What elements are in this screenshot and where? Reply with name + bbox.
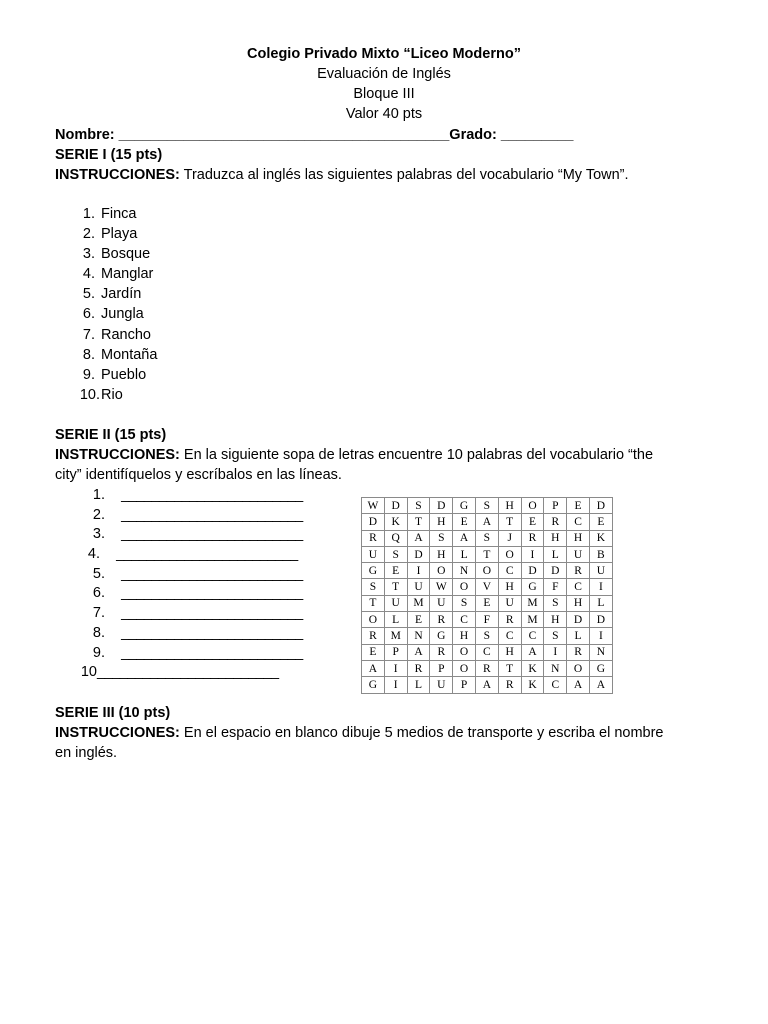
list-item: 4. Manglar [82,266,154,283]
grid-cell[interactable]: S [362,579,385,595]
grid-cell[interactable]: C [544,677,567,693]
grid-cell[interactable]: U [589,563,612,579]
grid-cell[interactable]: T [498,660,521,676]
list-item: 7. Rancho [82,326,151,343]
drawing-area[interactable] [55,770,713,1000]
list-item: 10. Rio [79,386,123,403]
grid-cell[interactable]: B [589,546,612,562]
grid-cell[interactable]: O [521,498,544,514]
answer-row[interactable]: 8. ________________________ [92,624,303,641]
grid-cell[interactable]: T [362,595,385,611]
serie1-instructions-text: Traduzca al inglés las siguientes palabras del vocabulario “My Town”. [179,167,629,183]
grid-cell[interactable]: M [407,595,430,611]
grid-row [362,660,613,676]
grid-cell[interactable]: E [362,644,385,660]
grid-cell[interactable]: H [498,498,521,514]
grid-cell[interactable]: D [430,498,453,514]
serie2-instructions-label: INSTRUCCIONES: [55,447,180,463]
grid-cell[interactable]: U [384,595,407,611]
grid-cell[interactable]: U [362,546,385,562]
grid-row [362,677,613,693]
grid-cell[interactable]: L [384,612,407,628]
grid-cell[interactable]: C [498,628,521,644]
grid-cell[interactable]: R [498,612,521,628]
grade-label: Grado: [449,127,497,143]
block-title: Bloque III [353,86,415,102]
grid-cell[interactable]: H [453,628,476,644]
grid-cell[interactable]: N [589,644,612,660]
grid-cell[interactable]: L [407,677,430,693]
grid-cell[interactable]: C [453,612,476,628]
grid-cell[interactable]: C [567,579,590,595]
grid-cell[interactable]: P [384,644,407,660]
grid-cell[interactable]: G [362,563,385,579]
grid-cell[interactable]: D [567,612,590,628]
grid-cell[interactable]: S [430,530,453,546]
grid-cell[interactable]: O [567,660,590,676]
serie2-title: SERIE II (15 pts) [55,427,167,443]
grid-row [362,546,613,562]
grid-cell[interactable]: R [407,660,430,676]
grid-cell[interactable]: D [362,514,385,530]
grid-cell[interactable]: I [384,677,407,693]
grid-cell[interactable]: O [475,563,498,579]
answer-row[interactable]: 6. ________________________ [92,585,303,602]
grid-cell[interactable]: T [407,514,430,530]
grid-cell[interactable]: R [430,612,453,628]
grid-cell[interactable]: R [475,660,498,676]
serie3-instructions-2: en inglés. [55,745,118,761]
grid-row [362,644,613,660]
grid-cell[interactable]: U [498,595,521,611]
grid-cell[interactable]: H [567,530,590,546]
grid-cell[interactable]: G [521,579,544,595]
serie3-title: SERIE III (10 pts) [55,705,171,721]
grid-cell[interactable]: E [589,514,612,530]
grid-cell[interactable]: R [498,677,521,693]
grid-cell[interactable]: A [453,530,476,546]
grid-cell[interactable]: P [453,677,476,693]
exam-value: Valor 40 pts [345,106,423,122]
grid-cell[interactable]: E [521,514,544,530]
grid-cell[interactable]: I [384,660,407,676]
grid-cell[interactable]: Q [384,530,407,546]
serie1-title: SERIE I (15 pts) [55,147,163,163]
grid-cell[interactable]: L [544,546,567,562]
grid-row [362,628,613,644]
grid-cell[interactable]: N [407,628,430,644]
grid-cell[interactable]: P [544,498,567,514]
grade-blank[interactable]: _________ [500,127,574,143]
grid-cell[interactable]: A [407,644,430,660]
grid-cell[interactable]: M [384,628,407,644]
vocabulary-list [55,204,157,405]
answer-row[interactable]: 3. ________________________ [92,526,303,543]
grid-cell[interactable]: U [567,546,590,562]
serie2-instructions-2: city” identifíquelos y escríbalos en las líneas. [55,467,342,483]
grid-cell[interactable]: S [544,595,567,611]
grid-cell[interactable]: U [430,677,453,693]
grid-cell[interactable]: K [521,677,544,693]
grid-cell[interactable]: R [430,644,453,660]
grid-cell[interactable]: H [544,530,567,546]
answer-row[interactable]: 5. ________________________ [92,565,303,582]
grid-cell[interactable]: H [544,612,567,628]
grid-cell[interactable]: O [453,660,476,676]
grid-cell[interactable]: T [498,514,521,530]
grid-cell[interactable]: T [475,546,498,562]
answer-row[interactable]: 10 ________________________ [80,664,279,681]
grid-cell[interactable]: W [362,498,385,514]
grid-cell[interactable]: H [498,579,521,595]
grid-cell[interactable]: S [475,530,498,546]
serie3-instructions-label: INSTRUCCIONES: [55,725,180,741]
grid-cell[interactable]: G [589,660,612,676]
grid-cell[interactable]: O [498,546,521,562]
serie3-instructions-1: INSTRUCCIONES: En el espacio en blanco dibuje 5 medios de transporte y escriba el nombre [55,725,664,741]
grid-cell[interactable]: U [430,595,453,611]
answer-lines [55,486,303,683]
grid-cell[interactable]: R [567,644,590,660]
grid-cell[interactable]: S [453,595,476,611]
grid-cell[interactable]: D [589,498,612,514]
grid-cell[interactable]: A [521,644,544,660]
list-item: 8. Montaña [82,346,158,363]
grid-cell[interactable]: C [475,644,498,660]
grid-cell[interactable]: O [430,563,453,579]
grid-row [362,530,613,546]
answer-row[interactable]: 1. ________________________ [92,487,303,503]
grid-cell[interactable]: U [407,579,430,595]
grid-cell[interactable]: A [475,514,498,530]
grid-cell[interactable]: N [544,660,567,676]
grid-cell[interactable]: L [589,595,612,611]
word-search-grid [361,497,613,694]
grid-cell[interactable]: D [407,546,430,562]
grid-cell[interactable]: S [544,628,567,644]
grid-cell[interactable]: O [453,644,476,660]
grid-cell[interactable]: R [567,563,590,579]
list-item: 2. Playa [82,226,138,243]
grid-cell[interactable]: D [384,498,407,514]
grid-cell[interactable]: A [362,660,385,676]
grid-cell[interactable]: F [544,579,567,595]
grid-cell[interactable]: A [407,530,430,546]
grid-row [362,595,613,611]
grid-cell[interactable]: S [384,546,407,562]
grid-cell[interactable]: L [567,628,590,644]
grid-cell[interactable]: S [475,498,498,514]
grid-cell[interactable]: M [521,612,544,628]
grid-cell[interactable]: C [567,514,590,530]
grid-cell[interactable]: S [407,498,430,514]
list-item: 5. Jardín [82,286,142,303]
name-blank[interactable]: _________________________________________ [118,127,450,143]
answer-row[interactable]: 9. ________________________ [92,644,303,661]
grid-row [362,514,613,530]
grid-cell[interactable]: E [567,498,590,514]
grid-cell[interactable]: R [362,628,385,644]
grid-cell[interactable]: D [521,563,544,579]
student-info-line [55,125,573,145]
grid-cell[interactable]: F [475,612,498,628]
grid-cell[interactable]: L [453,546,476,562]
grid-cell[interactable]: T [384,579,407,595]
grid-cell[interactable]: E [384,563,407,579]
grid-cell[interactable]: A [475,677,498,693]
grid-cell[interactable]: M [521,595,544,611]
grid-cell[interactable]: D [589,612,612,628]
grid-cell[interactable]: G [453,498,476,514]
grid-cell[interactable]: H [498,644,521,660]
grid-cell[interactable]: H [430,514,453,530]
grid-cell[interactable]: O [453,579,476,595]
grid-cell[interactable]: R [544,514,567,530]
grid-cell[interactable]: C [498,563,521,579]
grid-row [362,579,613,595]
name-label: Nombre: [55,127,115,143]
grid-cell[interactable]: E [407,612,430,628]
grid-cell[interactable]: D [544,563,567,579]
grid-cell[interactable]: A [567,677,590,693]
grid-row [362,563,613,579]
grid-cell[interactable]: W [430,579,453,595]
grid-cell[interactable]: O [362,612,385,628]
grid-cell[interactable]: R [362,530,385,546]
serie1-instructions [55,165,629,185]
grid-row [362,612,613,628]
serie2-instructions-1: INSTRUCCIONES: En la siguiente sopa de letras encuentre 10 palabras del vocabulario “the [55,447,654,463]
list-item: 6. Jungla [82,306,144,323]
answer-row[interactable]: 2. ________________________ [92,506,303,523]
list-item: 1. Finca [82,206,137,222]
grid-cell[interactable]: G [362,677,385,693]
serie1-instructions-label: INSTRUCCIONES: [55,167,180,183]
grid-cell[interactable]: E [453,514,476,530]
grid-cell[interactable]: H [430,546,453,562]
grid-cell[interactable]: N [453,563,476,579]
grid-cell[interactable]: I [521,546,544,562]
grid-cell[interactable]: C [521,628,544,644]
grid-cell[interactable]: K [589,530,612,546]
answer-row[interactable]: 4. ________________________ [87,546,298,563]
grid-cell[interactable]: A [589,677,612,693]
grid-cell[interactable]: V [475,579,498,595]
grid-cell[interactable]: K [384,514,407,530]
grid-cell[interactable]: R [521,530,544,546]
grid-cell[interactable]: I [544,644,567,660]
grid-cell[interactable]: I [407,563,430,579]
grid-cell[interactable]: H [567,595,590,611]
grid-row [362,498,613,514]
list-item: 9. Pueblo [82,366,147,383]
school-name: Colegio Privado Mixto “Liceo Moderno” [247,46,521,62]
exam-title: Evaluación de Inglés [317,66,451,82]
answer-row[interactable]: 7. ________________________ [92,605,303,622]
grid-cell[interactable]: I [589,628,612,644]
grid-cell[interactable]: K [521,660,544,676]
grid-cell[interactable]: P [430,660,453,676]
list-item: 3. Bosque [82,246,151,263]
grid-cell[interactable]: J [498,530,521,546]
grid-cell[interactable]: E [475,595,498,611]
grid-cell[interactable]: S [475,628,498,644]
grid-cell[interactable]: I [589,579,612,595]
grid-cell[interactable]: G [430,628,453,644]
